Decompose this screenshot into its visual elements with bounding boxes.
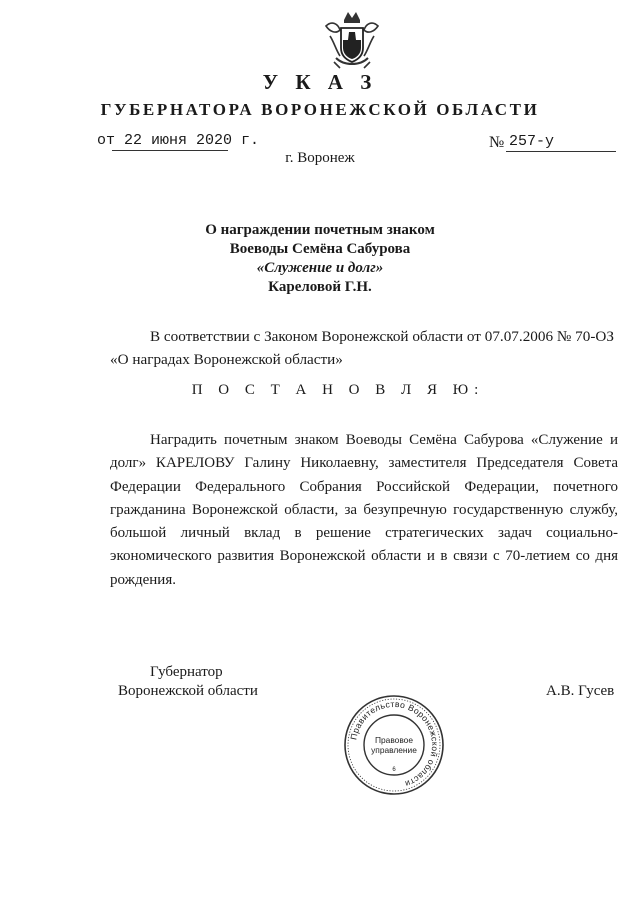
- number-sign: №: [489, 134, 505, 151]
- document-subtitle: ГУБЕРНАТОРА ВОРОНЕЖСКОЙ ОБЛАСТИ: [100, 100, 540, 119]
- preamble: [110, 325, 618, 371]
- subject-line: «Служение и долг»: [256, 260, 384, 276]
- subject-line: Воеводы Семёна Сабурова: [229, 241, 411, 257]
- signatory-position: Губернатор: [150, 664, 223, 680]
- stamp-center-line: Правовое: [374, 735, 414, 745]
- city: г. Воронеж: [285, 150, 355, 166]
- decree-word: П О С Т А Н О В Л Я Ю:: [191, 382, 485, 398]
- decree-subject: [0, 221, 640, 297]
- decree-body: Наградить почетным знаком Воеводы Семёна Сабурова «Служение и долг» КАРЕЛОВУ Галину Николаевну, заместителя Председателя Совета Федерации Федерального Собрания Российской Федерации, почетного гражданина Воронежской области, за безупречную государственную службу, большой личный вклад в решение стратегических задач социально-экономического развития Воронежской области и в связи с 70-летием со дня рождения.: [110, 432, 618, 588]
- stamp-mark: 6: [392, 767, 396, 773]
- official-stamp: [342, 693, 446, 797]
- preamble-line: В соответствии с Законом Воронежской области от 07.07.2006 № 70-ОЗ: [150, 328, 614, 345]
- signatory-name: А.В. Гусев: [546, 683, 615, 699]
- decree-number: 257-у: [509, 133, 555, 150]
- subject-line: Кареловой Г.Н.: [268, 279, 372, 295]
- document-title: У К А З: [262, 70, 378, 94]
- subject-line: О награждении почетным знаком: [205, 222, 435, 238]
- preamble-line: «О наградах Воронежской области»: [110, 351, 343, 368]
- signatory-region: Воронежской области: [118, 683, 258, 699]
- stamp-ring-text: Правительство Воронежской области: [348, 698, 441, 790]
- decree-date: от 22 июня 2020 г.: [97, 132, 260, 149]
- coat-of-arms-icon: [322, 10, 382, 72]
- stamp-center-line: управление: [371, 745, 417, 755]
